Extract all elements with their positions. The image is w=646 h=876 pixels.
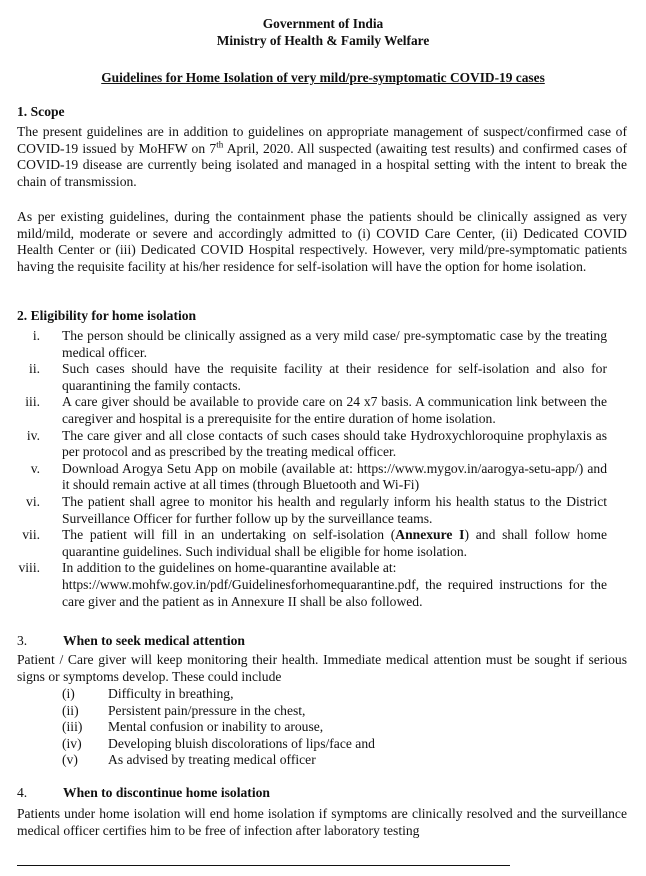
list-item-text: Persistent pain/pressure in the chest, (108, 702, 306, 718)
list-item-line-2: https://www.mohfw.gov.in/pdf/Guidelinesforhomequarantine.pdf, the required instructions for the care giver and the patient as in Annexure II shall be also followed. (62, 576, 607, 609)
section-title: When to discontinue home isolation (63, 785, 270, 800)
list-item (17, 428, 607, 461)
list-item (62, 686, 375, 703)
list-item-number: vii. (22, 527, 40, 543)
list-item-text: Download Arogya Setu App on mobile (available at: https://www.mygov.in/aarogya-setu-app/) and it should remain active at all times (through Bluetooth and Wi-Fi) (62, 460, 607, 493)
section-title: When to seek medical attention (63, 633, 245, 648)
list-item-text-b: ) and shall follow home quarantine guidelines. Such individual shall be eligible for home isolation. (62, 527, 607, 559)
header-ministry: Ministry of Health & Family Welfare (216, 33, 430, 48)
list-item-number: viii. (18, 560, 40, 576)
list-item-number: vi. (26, 493, 40, 509)
list-item-number: v. (30, 460, 40, 476)
list-item-text: As advised by treating medical officer (108, 752, 316, 768)
list-item (17, 461, 607, 494)
symptom-list (62, 686, 375, 769)
list-item-number: (iii) (62, 719, 83, 735)
list-item (62, 752, 375, 769)
list-item (62, 736, 375, 753)
list-item-text: Mental confusion or inability to arouse, (108, 719, 324, 735)
list-item-number: (v) (62, 752, 78, 768)
list-item (62, 703, 375, 720)
list-item-text: The care giver and all close contacts of such cases should take Hydroxychloroquine prophylaxis as per protocol and as prescribed by the treating medical officer. (62, 427, 607, 460)
scope-paragraph-1 (17, 124, 627, 190)
list-item-text: Such cases should have the requisite facility at their residence for self-isolation and also for quarantining the family contacts. (62, 361, 607, 393)
list-item-number: i. (32, 328, 40, 343)
list-item-text: Difficulty in breathing, (108, 686, 234, 701)
annexure-label: Annexure I (395, 527, 465, 543)
list-item (62, 719, 375, 736)
list-item-number: (iv) (62, 735, 82, 751)
attention-intro: Patient / Care giver will keep monitoring their health. Immediate medical attention must be sought if serious signs or symptoms develop. These could include (17, 652, 627, 684)
discontinue-paragraph: Patients under home isolation will end home isolation if symptoms are clinically resolved and the surveillance medical officer certifies him to be free of infection after laboratory testing (17, 806, 627, 838)
list-item (17, 328, 607, 361)
eligibility-list (17, 328, 607, 610)
list-item-number: iii. (25, 394, 40, 410)
list-item (17, 560, 607, 610)
section-discontinue-heading (17, 785, 270, 802)
list-item-line-1: In addition to the guidelines on home-quarantine available at: (62, 560, 397, 576)
list-item-text-a: The patient will fill in an undertaking on self-isolation ( (62, 527, 396, 543)
list-item-text: The person should be clinically assigned as a very mild case/ pre-symptomatic case by the treating medical officer. (62, 328, 607, 360)
scope-para1-superscript: th (216, 139, 224, 150)
list-item-text: Developing bluish discolorations of lips/face and (108, 735, 375, 751)
section-eligibility-heading: 2. Eligibility for home isolation (17, 308, 197, 323)
list-item-text: A care giver should be available to provide care on 24 x7 basis. A communication link between the caregiver and hospital is a prerequisite for the entire duration of home isolation. (62, 394, 607, 426)
section-number: 3. (17, 633, 28, 648)
scope-para1-text-b: April, 2020. All suspected (awaiting test results) and confirmed cases of COVID-19 disease are currently being isolated and managed in a hospital setting with the intent to break the chain of transmission. (17, 140, 627, 189)
list-item-number: (ii) (62, 702, 79, 718)
document-title: Guidelines for Home Isolation of very mild/pre-symptomatic COVID-19 cases (101, 70, 545, 85)
list-item-text: The patient shall agree to monitor his health and regularly inform his health status to the District Surveillance Officer for further follow up by the surveillance teams. (62, 493, 607, 526)
list-item-number: ii. (29, 361, 40, 377)
list-item-number: iv. (26, 427, 40, 443)
section-scope-heading: 1. Scope (17, 104, 65, 119)
list-item (17, 394, 607, 427)
scope-para1-text-a: The present guidelines are in addition to guidelines on appropriate management of suspect/confirmed case of COVID-19 issued by MoHFW on 7 (17, 124, 627, 156)
footnote-divider (17, 865, 510, 866)
list-item (17, 494, 607, 527)
section-attention-heading (17, 633, 245, 650)
section-number: 4. (17, 785, 28, 800)
list-item (17, 361, 607, 394)
list-item-number: (i) (62, 686, 75, 701)
scope-paragraph-2: As per existing guidelines, during the containment phase the patients should be clinically assigned as very mild/mild, moderate or severe and accordingly admitted to (i) COVID Care Center, (ii) Dedicated COVID Health Center or (iii) Dedicated COVID Hospital respectively. However, very mild/pre-symptomatic patients having the requisite facility at his/her residence for self-isolation will have the option for home isolation. (17, 209, 627, 274)
list-item (17, 527, 607, 560)
header-government: Government of India (262, 16, 384, 31)
